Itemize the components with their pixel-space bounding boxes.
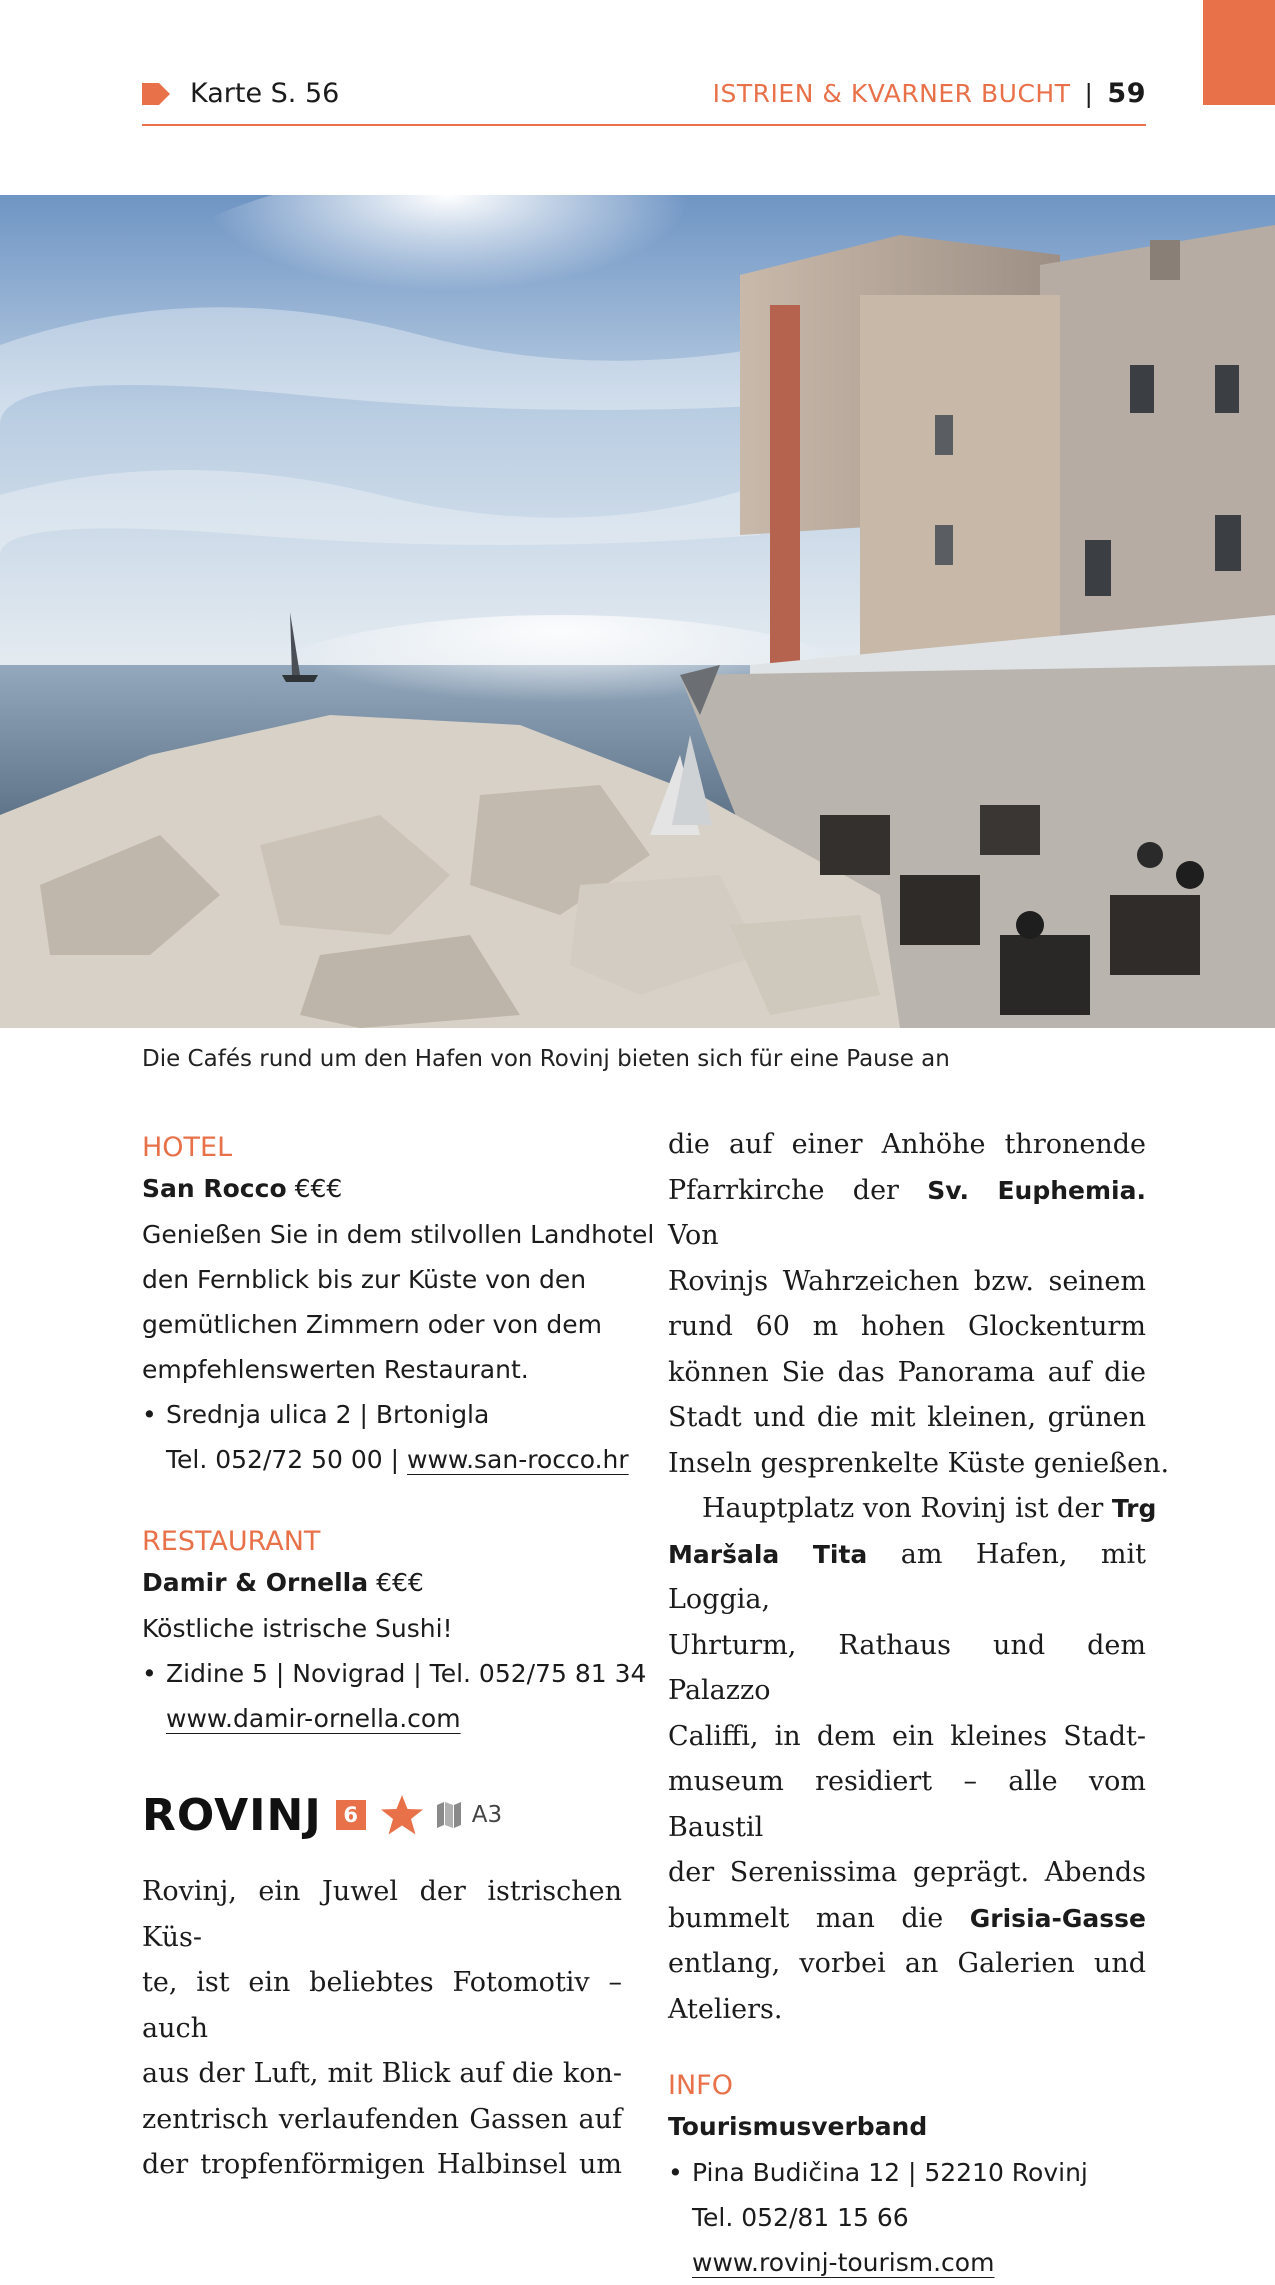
city-title: ROVINJ (142, 1789, 322, 1841)
page-corner-tab (1203, 0, 1275, 105)
sight-trg-marsala-tita-cont: Maršala Tita (668, 1539, 868, 1569)
star-icon (380, 1794, 424, 1836)
info-address: • Pina Budičina 12 | 52210 Rovinj (668, 2150, 1146, 2195)
restaurant-website-link[interactable]: www.damir-ornella.com (166, 1704, 461, 1733)
hotel-phone: Tel. 052/72 50 00 | (166, 1445, 408, 1474)
info-name: Tourismusverband (668, 2112, 928, 2141)
info-website-link[interactable]: www.rovinj-tourism.com (692, 2248, 995, 2277)
intro-line: aus der Luft, mit Blick auf die kon- (142, 2058, 622, 2089)
map-grid-reference: A3 (471, 1802, 503, 1828)
chapter-title: ISTRIEN & KVARNER BUCHT (712, 79, 1071, 108)
map-reference-label: Karte S. 56 (190, 78, 340, 109)
body-text: Hauptplatz von Rovinj ist der (702, 1493, 1112, 1524)
city-title-row (142, 1785, 622, 1845)
city-number-badge: 6 (336, 1800, 366, 1830)
map-reference[interactable] (142, 78, 339, 109)
hotel-address: • Srednja ulica 2 | Brtonigla (142, 1392, 622, 1437)
running-head (713, 78, 1146, 109)
restaurant-desc: Köstliche istrische Sushi! (142, 1614, 453, 1643)
restaurant-address: • Zidine 5 | Novigrad | Tel. 052/75 81 34 (142, 1651, 622, 1696)
hotel-heading: HOTEL (142, 1132, 233, 1163)
map-arrow-icon (142, 83, 170, 105)
body-line: Stadt und die mit kleinen, grünen (668, 1402, 1146, 1433)
restaurant-contact (142, 1696, 622, 1741)
body-line: Inseln gesprenkelte Küste genießen. (668, 1447, 1170, 1479)
body-line: museum residiert – alle vom Baustil (668, 1766, 1146, 1843)
left-column (142, 1130, 655, 2188)
body-line: Rovinjs Wahrzeichen bzw. seinem (668, 1265, 1146, 1297)
city-intro (142, 1869, 622, 2188)
header-separator: | (1084, 79, 1094, 108)
body-text: am Hafen, mit Loggia, (668, 1538, 1146, 1615)
hotel-entry (142, 1166, 622, 1212)
sight-sv-euphemia: Sv. Euphemia. (927, 1175, 1146, 1205)
photo-caption: Die Cafés rund um den Hafen von Rovinj bieten sich für eine Pause an (142, 1046, 950, 1072)
hotel-contact (142, 1437, 629, 1482)
body-text: Pfarrkirche der (668, 1174, 928, 1206)
info-contact (668, 2240, 1146, 2285)
info-entry (668, 2104, 1146, 2150)
restaurant-entry (142, 1560, 622, 1606)
body-line: der Serenissima geprägt. Abends (668, 1857, 1146, 1888)
body-text: Von (668, 1220, 719, 1251)
body-line (668, 1486, 1157, 1532)
hotel-website-link[interactable]: www.san-rocco.hr (407, 1445, 629, 1474)
info-block (668, 2068, 1146, 2285)
hotel-desc-line: den Fernblick bis zur Küste von den (142, 1265, 587, 1294)
sight-grisia-gasse: Grisia-Gasse (969, 1903, 1146, 1933)
body-line: können Sie das Panorama auf die (668, 1356, 1146, 1388)
intro-line: der tropfenförmigen Halbinsel um (142, 2149, 622, 2180)
body-text: bummelt man die (668, 1902, 970, 1934)
hotel-price: €€€ (294, 1174, 343, 1203)
hotel-desc-line: empfehlenswerten Restaurant. (142, 1355, 529, 1384)
hotel-name: San Rocco (142, 1174, 287, 1203)
body-line: Uhrturm, Rathaus und dem Palazzo (668, 1629, 1146, 1706)
body-line (668, 1532, 1146, 1623)
intro-line: Rovinj, ein Juwel der istrischen Küs- (142, 1876, 622, 1953)
page-header (142, 74, 1146, 126)
hotel-desc-line: gemütlichen Zimmern oder von dem (142, 1310, 602, 1339)
hotel-desc-line: Genießen Sie in dem stilvollen Landhotel (142, 1220, 655, 1249)
body-line (668, 1896, 1146, 1942)
page-number: 59 (1107, 78, 1146, 109)
info-phone: Tel. 052/81 15 66 (692, 2203, 909, 2232)
intro-line: zentrisch verlaufenden Gassen auf (142, 2103, 622, 2135)
body-line (668, 1168, 1146, 1259)
body-line: die auf einer Anhöhe thronende (668, 1129, 1146, 1160)
map-icon (436, 1801, 462, 1829)
restaurant-price: €€€ (376, 1568, 424, 1597)
intro-line: te, ist ein beliebtes Fotomotiv – auch (142, 1967, 622, 2044)
body-line: Califfi, in dem ein kleines Stadt- (668, 1720, 1146, 1752)
city-description (668, 1122, 1170, 2032)
body-line: rund 60 m hohen Glockenturm (668, 1311, 1146, 1342)
body-line: entlang, vorbei an Galerien und (668, 1948, 1146, 1979)
restaurant-name: Damir & Ornella (142, 1568, 369, 1597)
body-line: Ateliers. (668, 1993, 783, 2025)
info-heading: INFO (668, 2070, 733, 2101)
right-column (668, 1129, 1170, 2285)
sight-trg-marsala-tita: Trg (1111, 1494, 1157, 1523)
restaurant-heading: RESTAURANT (142, 1526, 321, 1557)
rovinj-harbour-photo (0, 195, 1275, 1028)
